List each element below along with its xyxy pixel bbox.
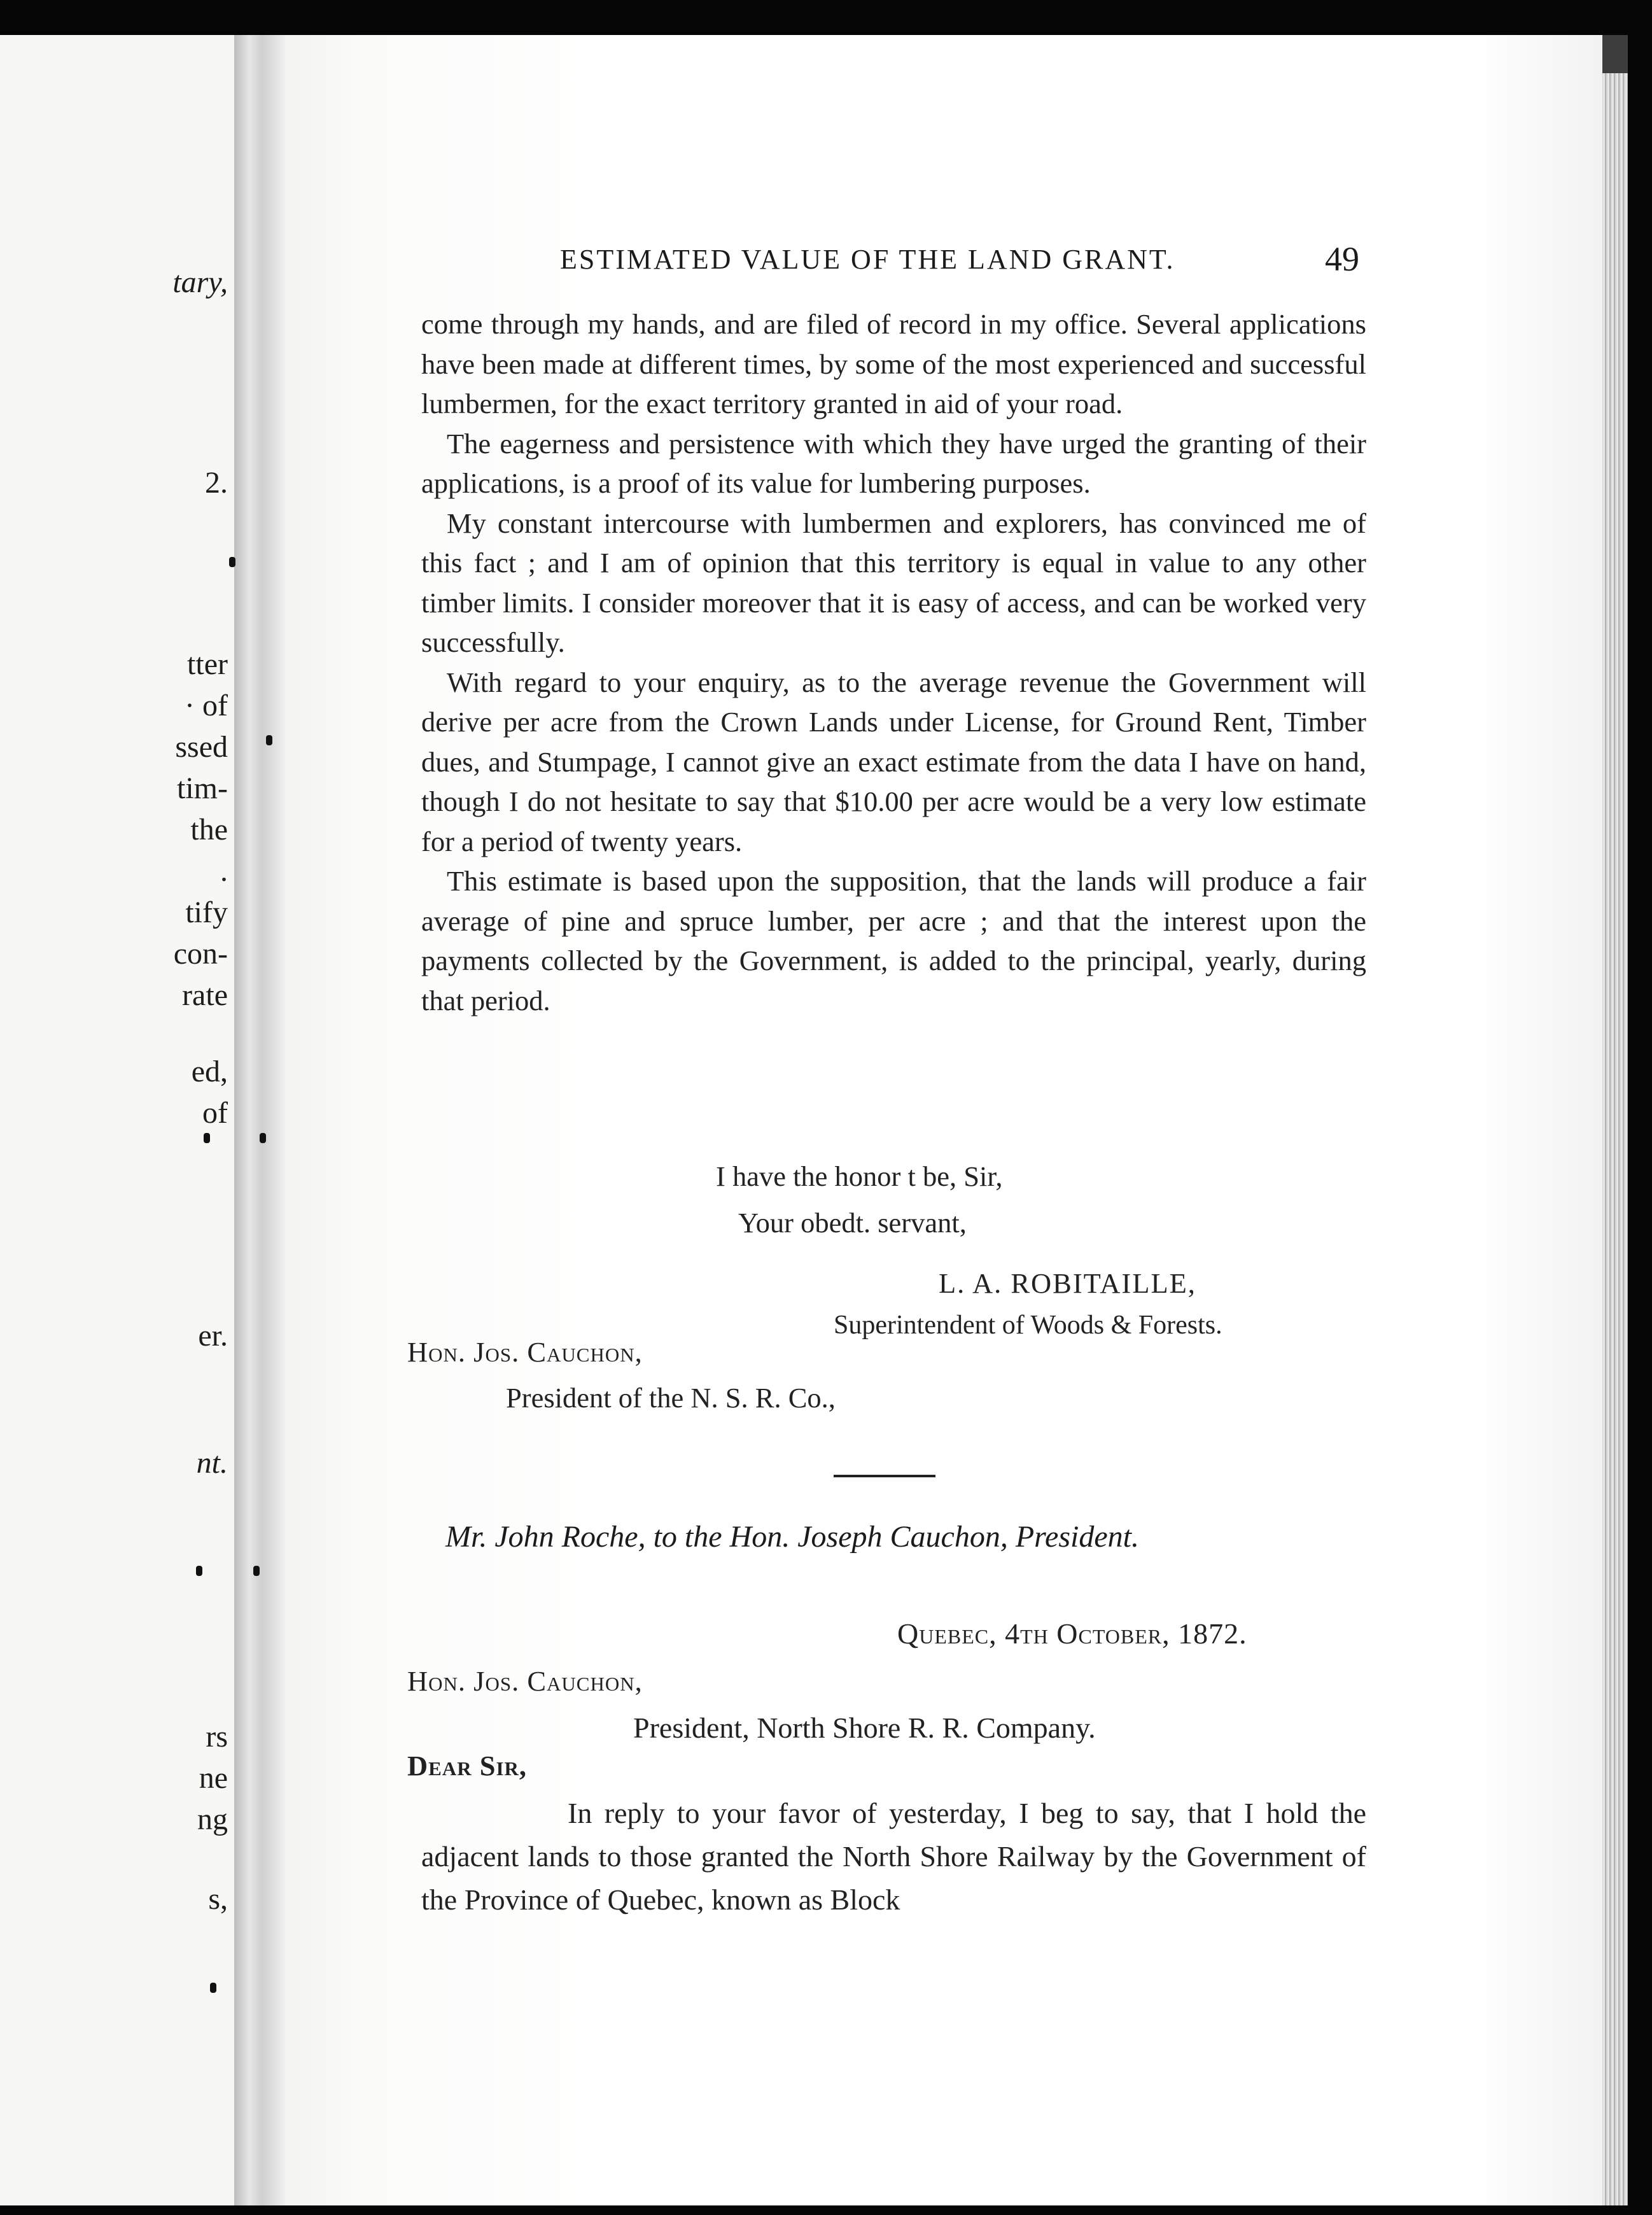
- closing-line: I have the honor t be, Sir,: [716, 1160, 1003, 1192]
- book-gutter: [234, 35, 285, 2205]
- gutter-mark: [253, 1566, 260, 1576]
- paragraph: With regard to your enquiry, as to the average revenue the Government will derive per acre from the Crown Lands under License, for Ground Rent, Timber dues, and Stumpage, I cannot give an exact estimate from the data I have on hand, though I do not hesitate to say that $10.00 per acre would be a very low estimate for a period of twenty years.: [421, 666, 1366, 857]
- addressee: Hon. Jos. Cauchon,: [407, 1665, 643, 1697]
- running-head: ESTIMATED VALUE OF THE LAND GRANT.: [560, 244, 1175, 275]
- addressee-title: President of the N. S. R. Co.,: [506, 1382, 836, 1414]
- paragraph: come through my hands, and are filed of record in my office. Several applications have been made at different times, by some of the most experienced and successful lumbermen, for the exact territory granted in aid of your road.: [421, 308, 1366, 419]
- left-page-fragment: tify: [185, 896, 228, 929]
- left-page-fragment: tary,: [172, 265, 228, 299]
- page-number: 49: [1325, 240, 1359, 278]
- closing-line: Your obedt. servant,: [738, 1207, 967, 1239]
- paragraph: The eagerness and persistence with which they have urged the granting of their applications, is a proof of its value for lumbering purposes.: [421, 427, 1366, 499]
- left-page-fragment: tim-: [177, 771, 228, 805]
- letter-body: [421, 1792, 1366, 1922]
- left-page-fragment: ng: [197, 1803, 228, 1836]
- left-page-fragment: ssed: [175, 730, 228, 764]
- addressee: Hon. Jos. Cauchon,: [407, 1336, 643, 1368]
- left-page-fragment: con-: [173, 937, 228, 971]
- gutter-mark: [229, 557, 235, 567]
- dateline: Quebec, 4th October, 1872.: [897, 1617, 1247, 1650]
- left-page-fragment: 2.: [205, 466, 228, 500]
- left-page-fragment: ne: [199, 1761, 228, 1795]
- gutter-mark: [204, 1133, 210, 1143]
- left-page-fragment: the: [190, 813, 228, 847]
- left-page-fragment: nt.: [196, 1446, 228, 1480]
- left-facing-page: [0, 35, 234, 2205]
- gutter-mark: [260, 1133, 266, 1143]
- left-page-fragment: tter: [187, 647, 228, 681]
- left-page-fragment: · of: [185, 689, 228, 722]
- gutter-mark: [196, 1566, 202, 1576]
- gutter-mark: [266, 735, 272, 745]
- addressee-title: President, North Shore R. R. Company.: [633, 1712, 1096, 1744]
- left-page-fragment: s,: [208, 1882, 228, 1916]
- signature-title: Superintendent of Woods & Forests.: [834, 1311, 1222, 1340]
- signature: L. A. ROBITAILLE,: [939, 1267, 1196, 1299]
- left-page-fragment: .: [220, 854, 228, 888]
- letter-heading: Mr. John Roche, to the Hon. Joseph Cauchon, President.: [445, 1520, 1140, 1554]
- left-page-fragment: of: [202, 1096, 228, 1130]
- section-divider: [834, 1475, 935, 1477]
- page-edge-stack: [1602, 35, 1628, 2205]
- paragraph: In reply to your favor of yesterday, I beg to say, that I hold the adjacent lands to those granted the North Shore Railway by the Government of the Province of Quebec, known as Block: [421, 1797, 1366, 1916]
- gutter-mark: [210, 1983, 216, 1993]
- left-page-fragment: er.: [198, 1319, 228, 1353]
- left-page-fragment: rs: [206, 1720, 228, 1754]
- letter-body: [421, 304, 1366, 1020]
- left-page-fragment: ed,: [191, 1055, 228, 1088]
- left-page-fragment: rate: [182, 978, 228, 1012]
- paragraph: This estimate is based upon the supposition, that the lands will produce a fair average of pine and spruce lumber, per acre ; and that the interest upon the payments collected by the Government, is added to the principal, yearly, during that period.: [421, 865, 1366, 1016]
- salutation: Dear Sir,: [407, 1750, 528, 1782]
- paragraph: My constant intercourse with lumbermen and explorers, has convinced me of this fact ; and I am of opinion that this territory is equal in value to any other timber limits. I consider moreover that it is easy of access, and can be worked very successfully.: [421, 507, 1366, 658]
